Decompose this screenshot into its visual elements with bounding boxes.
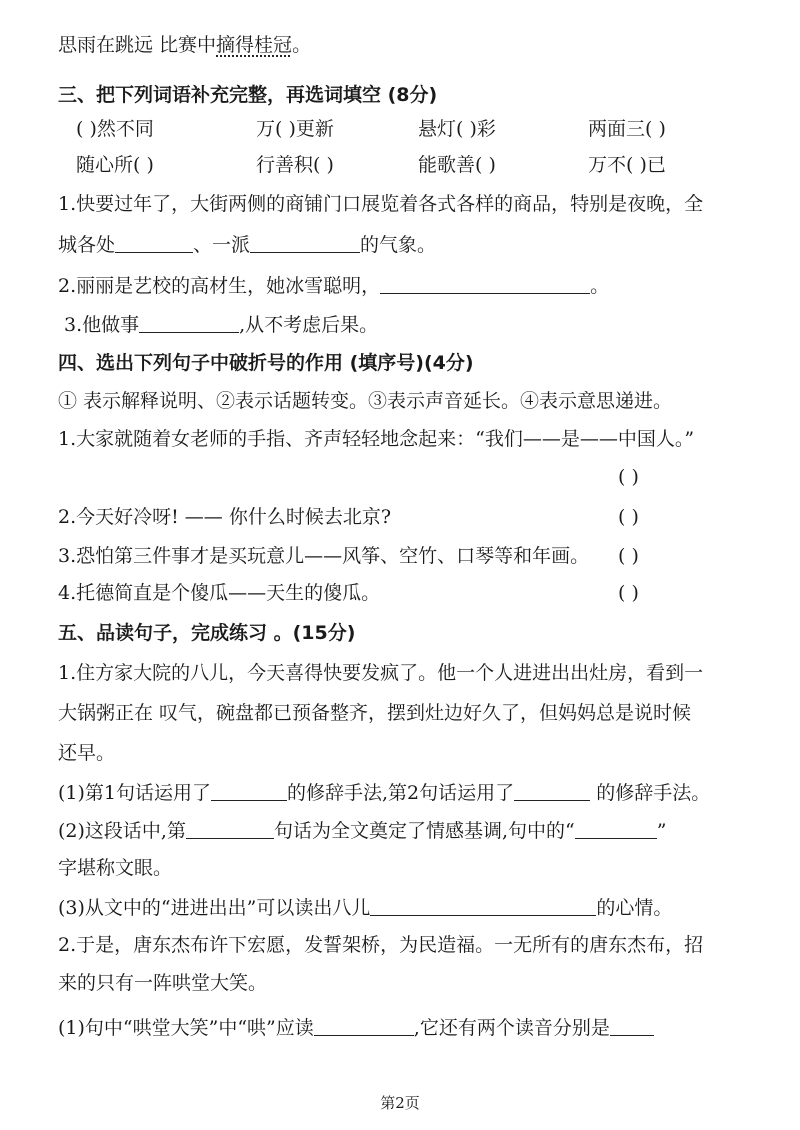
passage-2-line-2: 来的只有一阵哄堂大笑。 — [58, 972, 268, 994]
word-blank-4: 两面三( ) — [588, 118, 666, 140]
answer-blank[interactable] — [186, 820, 274, 839]
dotted-emphasis: 摘得桂冠 — [216, 34, 293, 56]
s5-sub-2: (2)这段话中,第 句话为全文奠定了情感基调,句中的“ ” — [58, 820, 667, 842]
answer-paren-2[interactable]: ( ) — [618, 506, 639, 528]
answer-blank[interactable] — [610, 1017, 654, 1036]
s3-question-1b: 城各处 、一派 的气象。 — [58, 234, 437, 256]
answer-paren-3[interactable]: ( ) — [618, 545, 639, 567]
answer-blank[interactable] — [514, 782, 590, 801]
page-number: 第2页 — [380, 1094, 420, 1112]
s4-question-4: 4.托德简直是个傻瓜——天生的傻瓜。 — [58, 582, 381, 604]
answer-blank[interactable] — [575, 820, 657, 839]
s4-question-1: 1.大家就随着女老师的手指、齐声轻轻地念起来：“我们——是——中国人。” — [58, 428, 695, 450]
section-5-heading: 五、品读句子，完成练习 。(15分) — [58, 622, 356, 644]
s4-question-3: 3.恐怕第三件事才是买玩意儿——风筝、空竹、口琴等和年画。 — [58, 545, 590, 567]
word-blank-3: 悬灯( )彩 — [418, 118, 496, 140]
passage-1-line-1: 1.住方家大院的八儿，今天喜得快要发疯了。他一个人进进出出灶房，看到一 — [58, 662, 704, 684]
section-4-heading: 四、选出下列句子中破折号的作用 (填序号)(4分) — [58, 352, 474, 374]
answer-blank[interactable] — [314, 1017, 414, 1036]
answer-paren-1[interactable]: ( ) — [618, 466, 639, 488]
answer-blank[interactable] — [380, 275, 590, 294]
answer-blank[interactable] — [139, 314, 239, 333]
answer-blank[interactable] — [370, 897, 596, 916]
word-blank-2: 万( )更新 — [256, 118, 334, 140]
passage-1-line-3: 还早。 — [58, 742, 116, 764]
section-3-heading: 三、把下列词语补充完整，再选词填空 (8分) — [58, 84, 438, 106]
s5-sub-2-1: (1)句中“哄堂大笑”中“哄”应读 ,它还有两个读音分别是 — [58, 1015, 760, 1041]
passage-2-line-1: 2.于是，唐东杰布许下宏愿，发誓架桥，为民造福。一无所有的唐东杰布，招 — [58, 934, 704, 956]
s3-question-1a: 1.快要过年了，大街两侧的商铺门口展览着各式各样的商品，特别是夜晚，全 — [58, 193, 704, 215]
s3-question-3: 3.他做事 ,从不考虑后果。 — [64, 314, 379, 336]
answer-paren-4[interactable]: ( ) — [618, 582, 639, 604]
word-blank-1: ( )然不同 — [76, 118, 154, 140]
answer-blank[interactable] — [211, 782, 287, 801]
dash-options: ① 表示解释说明、②表示话题转变。③表示声音延长。④表示意思递进。 — [58, 390, 673, 412]
answer-blank[interactable] — [250, 234, 360, 253]
word-blank-5: 随心所( ) — [76, 154, 154, 176]
s5-sub-2-cont: 字堪称文眼。 — [58, 857, 173, 879]
s5-sub-1: (1)第1句话运用了 的修辞手法,第2句话运用了 的修辞手法。 — [58, 782, 711, 804]
word-blank-6: 行善积( ) — [256, 154, 334, 176]
s5-sub-3: (3)从文中的“进进出出”可以读出八儿 的心情。 — [58, 897, 673, 919]
s3-question-2: 2.丽丽是艺校的高材生，她冰雪聪明， 。 — [58, 275, 610, 297]
passage-1-line-2: 大锅粥正在 叹气，碗盘都已预备整齐，摆到灶边好久了，但妈妈总是说时候 — [58, 702, 692, 724]
word-blank-7: 能歌善( ) — [418, 154, 496, 176]
word-blank-8: 万不( )已 — [588, 154, 666, 176]
intro-line: 思雨在跳远 比赛中摘得桂冠。 — [58, 34, 312, 56]
s4-question-2: 2.今天好冷呀! —— 你什么时候去北京? — [58, 506, 392, 528]
answer-blank[interactable] — [115, 234, 193, 253]
